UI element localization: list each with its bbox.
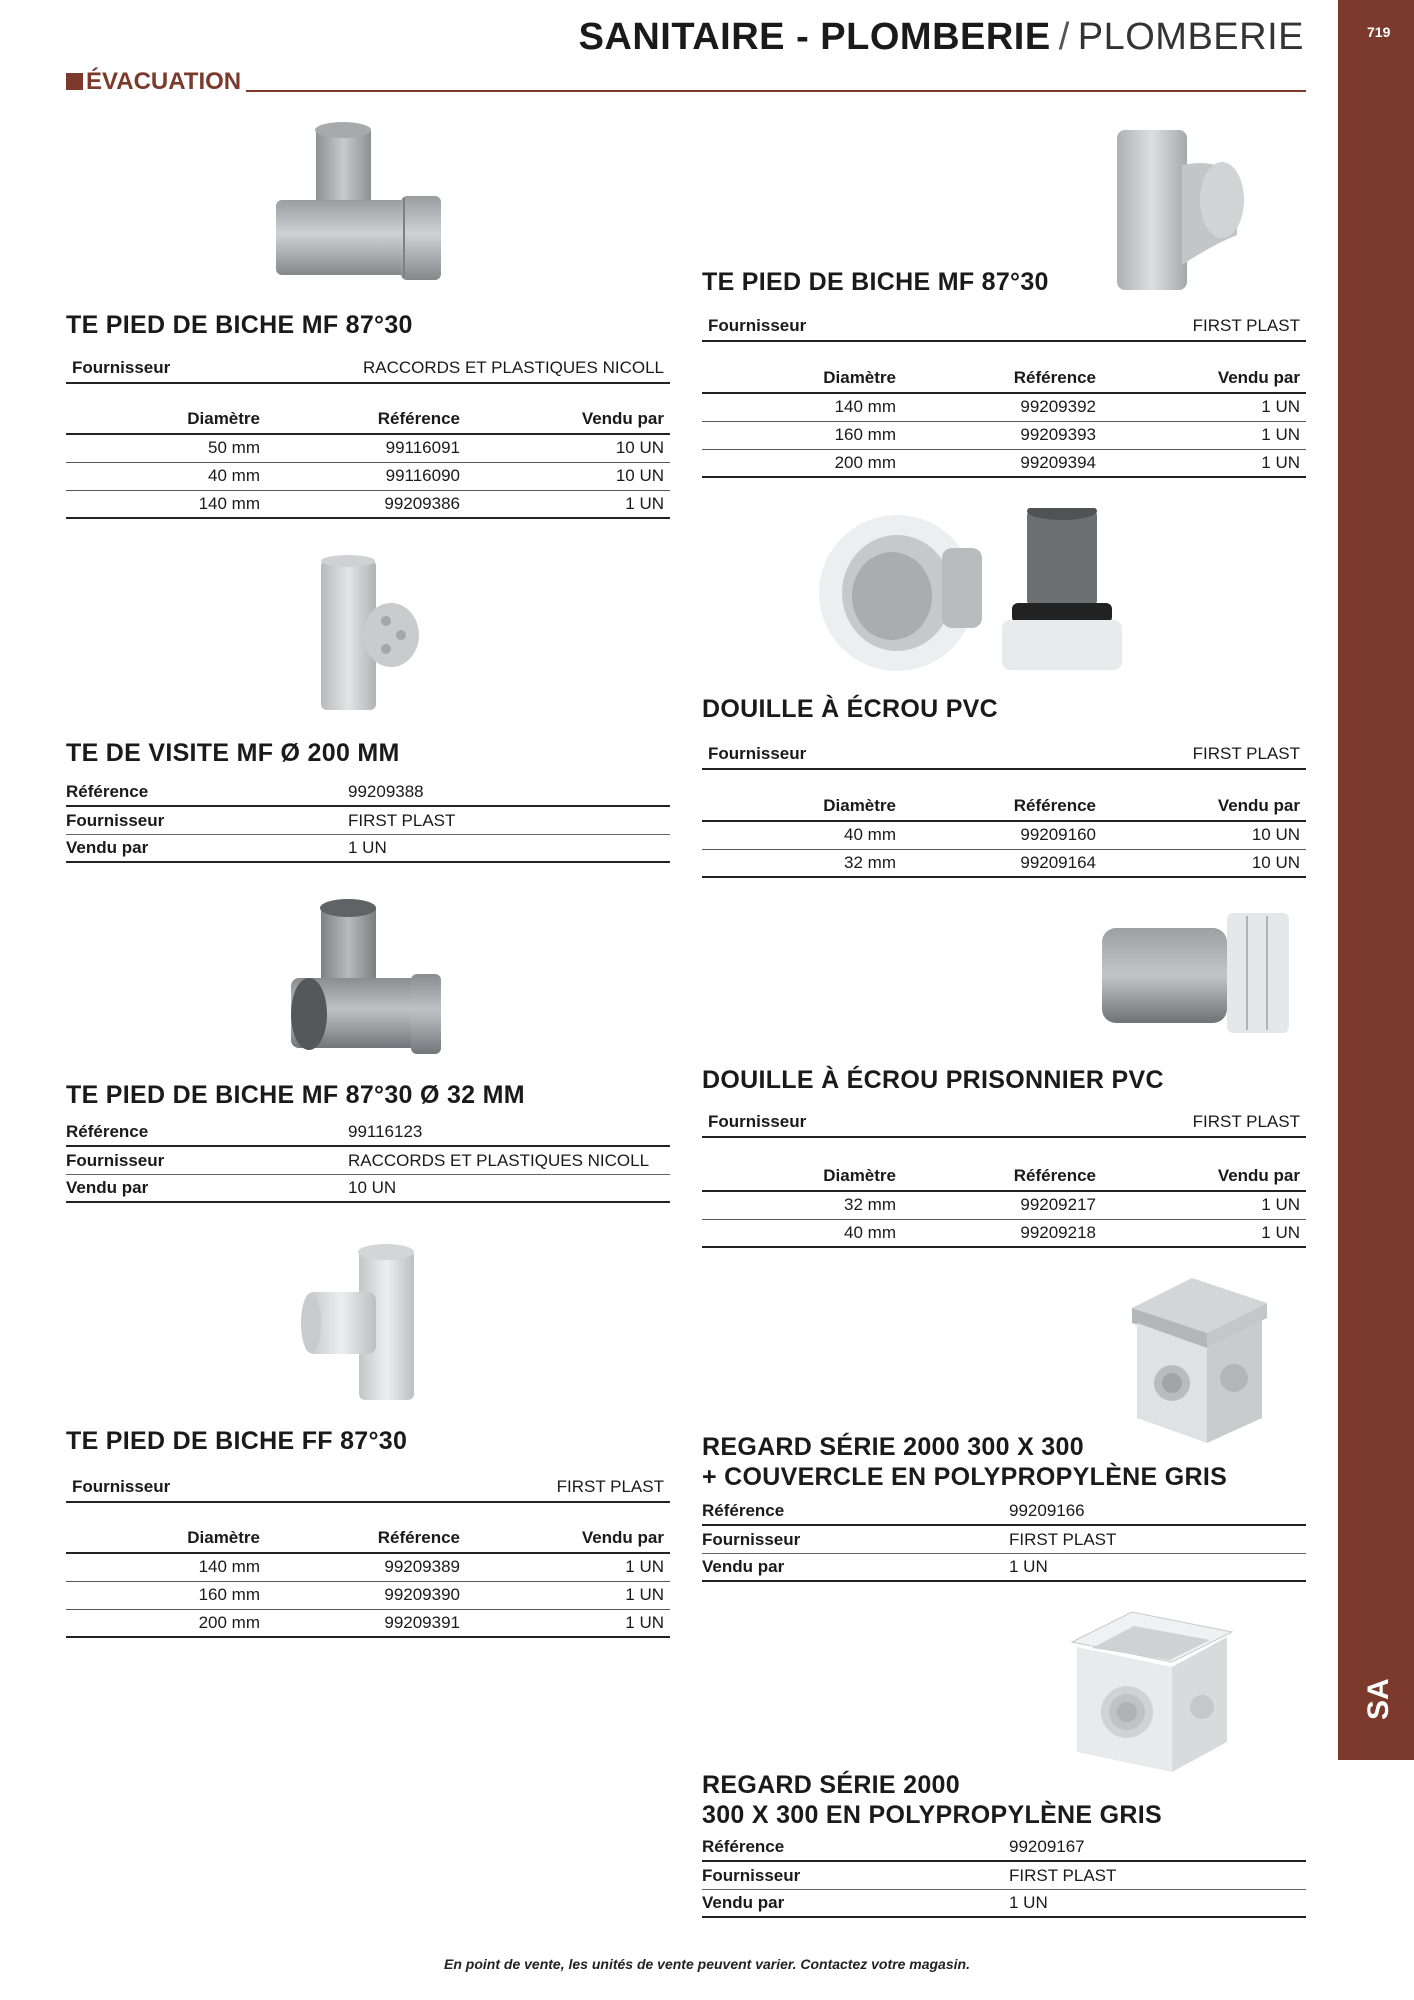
tee-fitting-32mm-image — [281, 898, 461, 1068]
label-fournisseur: Fournisseur — [702, 1861, 1009, 1889]
table-row — [66, 1174, 670, 1202]
col-reference: Référence — [902, 365, 1102, 393]
table-row — [702, 1553, 1306, 1581]
cell-vendu: 10 UN — [466, 434, 670, 462]
table-row — [702, 1219, 1306, 1247]
label-vendu: Vendu par — [66, 834, 348, 862]
table-row — [66, 434, 670, 462]
value-vendu: 1 UN — [1009, 1889, 1306, 1917]
value-vendu: 10 UN — [348, 1174, 670, 1202]
table-row — [702, 1191, 1306, 1219]
side-tag: SA — [1362, 1678, 1395, 1720]
cell-diametre: 40 mm — [66, 462, 266, 490]
supplier-value: FIRST PLAST — [1192, 316, 1300, 335]
table-row — [66, 1118, 670, 1146]
cell-reference: 99209160 — [902, 821, 1102, 849]
supplier-value: RACCORDS ET PLASTIQUES NICOLL — [362, 358, 664, 377]
value-fournisseur: FIRST PLAST — [1009, 1861, 1306, 1889]
label-fournisseur: Fournisseur — [702, 1525, 1009, 1553]
product-card — [702, 1612, 1306, 1942]
table-row — [702, 449, 1306, 477]
col-reference: Référence — [266, 1525, 466, 1553]
supplier-label: Fournisseur — [708, 1112, 807, 1131]
header-subtitle: PLOMBERIE — [1077, 16, 1304, 58]
cell-reference: 99209393 — [902, 421, 1102, 449]
value-vendu: 1 UN — [348, 834, 670, 862]
cell-diametre: 40 mm — [702, 1219, 902, 1247]
product-title — [702, 1432, 1227, 1492]
table-header-row — [66, 1525, 670, 1553]
cell-diametre: 32 mm — [702, 849, 902, 877]
table-row — [702, 1497, 1306, 1525]
cell-reference: 99209164 — [902, 849, 1102, 877]
label-vendu: Vendu par — [702, 1889, 1009, 1917]
inspection-chamber-image — [1062, 1612, 1237, 1777]
section-marker — [66, 73, 83, 90]
col-diametre: Diamètre — [66, 1525, 266, 1553]
spec-table — [702, 365, 1306, 478]
cell-reference: 99209390 — [266, 1581, 466, 1609]
label-fournisseur: Fournisseur — [66, 1146, 348, 1174]
section-label: ÉVACUATION — [86, 68, 242, 95]
table-row — [66, 834, 670, 862]
cell-vendu: 10 UN — [1102, 849, 1306, 877]
table-row — [702, 1889, 1306, 1917]
cell-diametre: 200 mm — [66, 1609, 266, 1637]
table-row — [66, 1146, 670, 1174]
table-row — [702, 849, 1306, 877]
section-rule — [246, 90, 1306, 92]
product-title: TE PIED DE BICHE MF 87°30 — [66, 311, 413, 339]
cell-vendu: 1 UN — [1102, 421, 1306, 449]
cell-reference: 99116090 — [266, 462, 466, 490]
value-fournisseur: FIRST PLAST — [348, 806, 670, 834]
cell-diametre: 32 mm — [702, 1191, 902, 1219]
cell-diametre: 140 mm — [66, 490, 266, 518]
table-row — [66, 490, 670, 518]
ff-tee-fitting-image — [301, 1240, 451, 1410]
cell-vendu: 1 UN — [1102, 393, 1306, 421]
label-reference: Référence — [66, 778, 348, 806]
col-vendu: Vendu par — [1102, 365, 1306, 393]
col-vendu: Vendu par — [466, 1525, 670, 1553]
product-card — [66, 1240, 670, 1660]
table-row — [66, 806, 670, 834]
table-row — [66, 462, 670, 490]
product-title-line1: REGARD SÉRIE 2000 300 X 300 — [702, 1433, 1084, 1461]
cell-diametre: 50 mm — [66, 434, 266, 462]
product-title: TE PIED DE BICHE MF 87°30 — [702, 268, 1049, 296]
product-title-line2: + COUVERCLE EN POLYPROPYLÈNE GRIS — [702, 1463, 1228, 1491]
value-reference: 99209167 — [1009, 1833, 1306, 1861]
spec-table — [66, 1118, 670, 1203]
spec-table — [702, 1163, 1306, 1248]
label-vendu: Vendu par — [66, 1174, 348, 1202]
table-row — [66, 1553, 670, 1581]
product-title: DOUILLE À ÉCROU PRISONNIER PVC — [702, 1066, 1164, 1094]
pvc-nut-sleeve-image — [802, 508, 1152, 683]
value-reference: 99209166 — [1009, 1497, 1306, 1525]
cell-vendu: 10 UN — [1102, 821, 1306, 849]
inspection-tee-image — [311, 555, 431, 720]
supplier-row — [702, 740, 1306, 770]
cell-reference: 99209394 — [902, 449, 1102, 477]
product-title — [702, 1770, 1162, 1830]
value-vendu: 1 UN — [1009, 1553, 1306, 1581]
product-title: DOUILLE À ÉCROU PVC — [702, 695, 998, 723]
spec-table — [66, 778, 670, 863]
col-diametre: Diamètre — [66, 406, 266, 434]
product-card — [66, 898, 670, 1228]
cell-vendu: 10 UN — [466, 462, 670, 490]
tee-fitting-image — [1112, 125, 1252, 295]
product-card — [66, 555, 670, 885]
table-row — [702, 821, 1306, 849]
value-fournisseur: FIRST PLAST — [1009, 1525, 1306, 1553]
col-reference: Référence — [266, 406, 466, 434]
label-vendu: Vendu par — [702, 1553, 1009, 1581]
label-fournisseur: Fournisseur — [66, 806, 348, 834]
product-title: TE DE VISITE MF Ø 200 MM — [66, 739, 400, 767]
cell-diametre: 160 mm — [702, 421, 902, 449]
col-diametre: Diamètre — [702, 365, 902, 393]
supplier-row — [702, 312, 1306, 342]
table-header-row — [66, 406, 670, 434]
spec-table — [702, 1833, 1306, 1918]
spec-table — [702, 1497, 1306, 1582]
supplier-label: Fournisseur — [72, 1477, 171, 1496]
product-title-line1: REGARD SÉRIE 2000 — [702, 1771, 960, 1799]
product-card — [66, 120, 670, 530]
col-vendu: Vendu par — [1102, 793, 1306, 821]
cell-vendu: 1 UN — [466, 1609, 670, 1637]
cell-diametre: 160 mm — [66, 1581, 266, 1609]
cell-diametre: 140 mm — [66, 1553, 266, 1581]
col-reference: Référence — [902, 1163, 1102, 1191]
col-diametre: Diamètre — [702, 793, 902, 821]
captive-nut-sleeve-image — [1097, 908, 1292, 1038]
table-row — [66, 1581, 670, 1609]
supplier-value: FIRST PLAST — [1192, 744, 1300, 763]
header-title: SANITAIRE - PLOMBERIE — [578, 16, 1051, 58]
footer-note: En point de vente, les unités de vente peuvent varier. Contactez votre magasin. — [444, 1956, 970, 1972]
product-card — [702, 908, 1306, 1268]
supplier-label: Fournisseur — [72, 358, 171, 377]
supplier-label: Fournisseur — [708, 316, 807, 335]
col-diametre: Diamètre — [702, 1163, 902, 1191]
spec-table — [702, 793, 1306, 878]
cell-diametre: 140 mm — [702, 393, 902, 421]
cell-vendu: 1 UN — [1102, 449, 1306, 477]
table-header-row — [702, 365, 1306, 393]
table-row — [702, 1525, 1306, 1553]
spec-table — [66, 1525, 670, 1638]
product-card — [702, 508, 1306, 888]
cell-vendu: 1 UN — [1102, 1219, 1306, 1247]
value-reference: 99116123 — [348, 1118, 670, 1146]
product-title: TE PIED DE BICHE MF 87°30 Ø 32 MM — [66, 1081, 525, 1109]
table-row — [66, 778, 670, 806]
col-reference: Référence — [902, 793, 1102, 821]
product-title-line2: 300 X 300 EN POLYPROPYLÈNE GRIS — [702, 1801, 1162, 1829]
supplier-row — [66, 1473, 670, 1503]
inspection-chamber-with-lid-image — [1112, 1278, 1272, 1443]
label-reference: Référence — [702, 1497, 1009, 1525]
table-header-row — [702, 1163, 1306, 1191]
value-reference: 99209388 — [348, 778, 670, 806]
product-card — [702, 125, 1306, 495]
cell-reference: 99209391 — [266, 1609, 466, 1637]
cell-diametre: 40 mm — [702, 821, 902, 849]
spec-table — [66, 406, 670, 519]
cell-vendu: 1 UN — [466, 1581, 670, 1609]
cell-reference: 99116091 — [266, 434, 466, 462]
cell-reference: 99209217 — [902, 1191, 1102, 1219]
cell-vendu: 1 UN — [1102, 1191, 1306, 1219]
table-row — [702, 1861, 1306, 1889]
product-card — [702, 1278, 1306, 1598]
header-separator: / — [1058, 16, 1070, 58]
cell-reference: 99209392 — [902, 393, 1102, 421]
col-vendu: Vendu par — [466, 406, 670, 434]
cell-reference: 99209386 — [266, 490, 466, 518]
col-vendu: Vendu par — [1102, 1163, 1306, 1191]
cell-reference: 99209218 — [902, 1219, 1102, 1247]
cell-reference: 99209389 — [266, 1553, 466, 1581]
label-reference: Référence — [702, 1833, 1009, 1861]
table-header-row — [702, 793, 1306, 821]
supplier-value: FIRST PLAST — [556, 1477, 664, 1496]
supplier-value: FIRST PLAST — [1192, 1112, 1300, 1131]
tee-fitting-image — [276, 120, 466, 300]
side-band — [1338, 0, 1414, 1760]
table-row — [66, 1609, 670, 1637]
product-title: TE PIED DE BICHE FF 87°30 — [66, 1427, 408, 1455]
cell-diametre: 200 mm — [702, 449, 902, 477]
cell-vendu: 1 UN — [466, 1553, 670, 1581]
supplier-row — [66, 354, 670, 384]
value-fournisseur: RACCORDS ET PLASTIQUES NICOLL — [348, 1146, 670, 1174]
section-header — [66, 68, 1306, 94]
cell-vendu: 1 UN — [466, 490, 670, 518]
supplier-label: Fournisseur — [708, 744, 807, 763]
table-row — [702, 393, 1306, 421]
page-number: 719 — [1367, 24, 1391, 40]
table-row — [702, 1833, 1306, 1861]
page-header — [579, 16, 1304, 59]
table-row — [702, 421, 1306, 449]
label-reference: Référence — [66, 1118, 348, 1146]
supplier-row — [702, 1108, 1306, 1138]
